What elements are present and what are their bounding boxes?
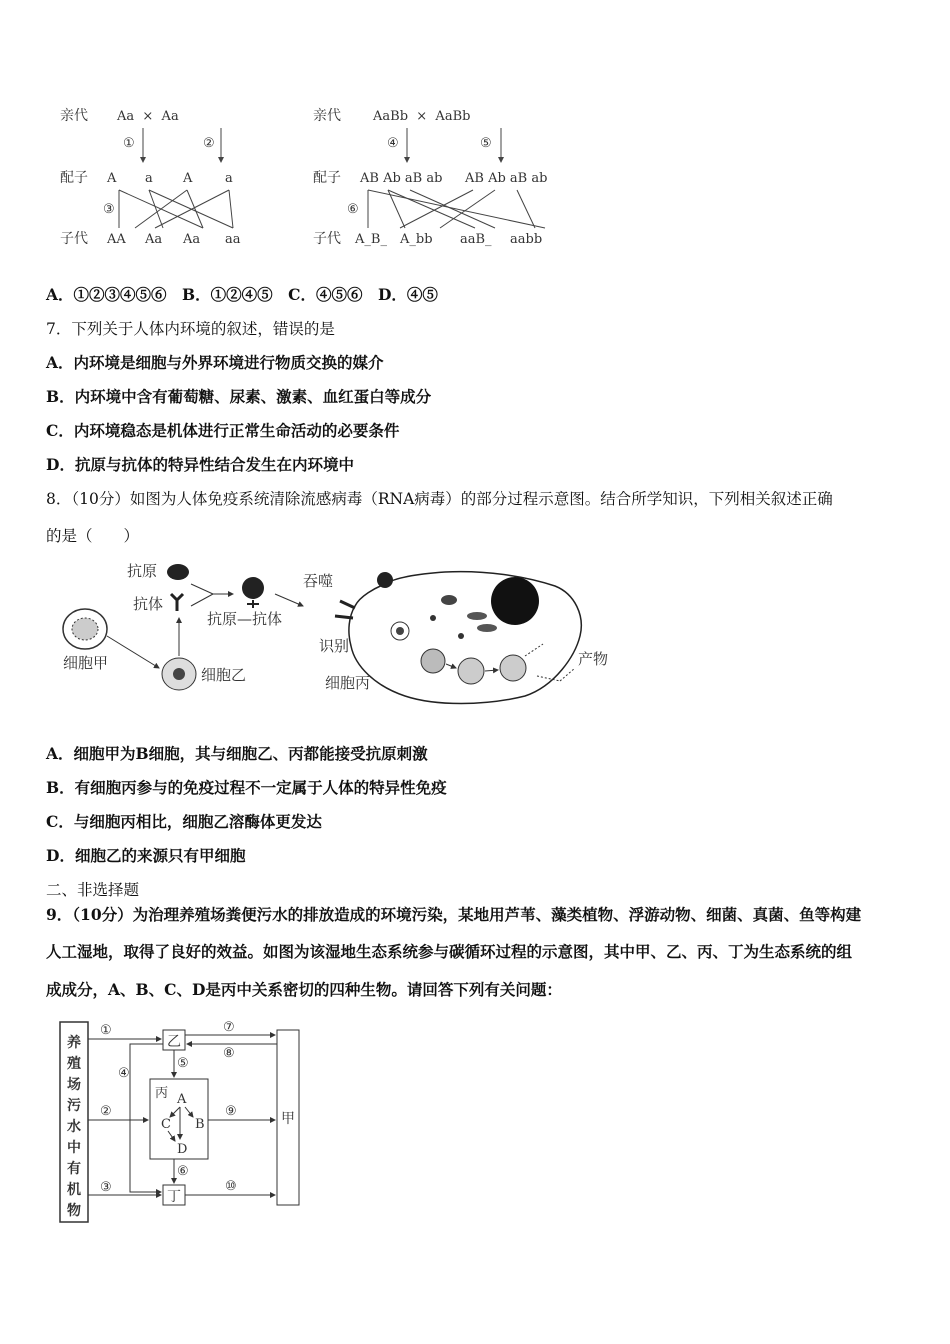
step-6-label: ⑥	[347, 202, 359, 217]
immune-process-figure	[55, 556, 615, 716]
arrow-num: ⑦	[223, 1020, 235, 1035]
gametes-right-parent1: AB Ab aB ab	[360, 171, 443, 186]
q7-option-d: D．抗原与抗体的特异性结合发生在内环境中	[46, 455, 354, 474]
source-char: 物	[67, 1203, 81, 1219]
gametes-right-parent2: AB Ab aB ab	[465, 171, 548, 186]
offspring-r3: aaB_	[460, 232, 492, 247]
q8-option-d: D．细胞乙的来源只有甲细胞	[46, 846, 246, 865]
label-cell-a: 细胞甲	[63, 654, 109, 672]
arrow-num: ⑨	[225, 1104, 237, 1119]
label-bing: 丙	[155, 1086, 169, 1101]
cross-lines-left	[119, 190, 233, 228]
q8-option-a: A．细胞甲为B细胞，其与细胞乙、丙都能接受抗原刺激	[46, 744, 428, 763]
nucleus-shape	[491, 577, 539, 625]
arrow-num: ⑤	[177, 1056, 189, 1071]
step-2-label: ②	[203, 136, 215, 151]
q9-stem-line2: 人工湿地，取得了良好的效益。如图为该湿地生态系统参与碳循环过程的示意图，其中甲、乙、丙、丁为生态系统的组	[46, 942, 853, 961]
q8-stem-line2: 的是（ ）	[46, 527, 140, 545]
q7-option-b: B．内环境中含有葡萄糖、尿素、激素、血红蛋白等成分	[46, 387, 432, 406]
step-1-label: ①	[123, 136, 135, 151]
q8-option-b: B．有细胞丙参与的免疫过程不一定属于人体的特异性免疫	[46, 778, 447, 797]
step-5-label: ⑤	[480, 136, 492, 151]
gamete-2: a	[145, 171, 153, 186]
label-yi: 乙	[167, 1034, 181, 1050]
source-char: 有	[67, 1161, 81, 1177]
carbon-cycle-figure	[55, 1017, 315, 1232]
label-engulf: 吞噬	[303, 572, 334, 590]
source-char: 污	[67, 1098, 81, 1114]
arrow-num: ⑩	[225, 1179, 237, 1194]
q7-option-a: A．内环境是细胞与外界环境进行物质交换的媒介	[46, 353, 384, 372]
row-label-parent: 亲代	[60, 108, 88, 124]
label-cell-b: 细胞乙	[201, 666, 247, 684]
arrow-num: ①	[100, 1023, 112, 1038]
step-3-label: ③	[103, 202, 115, 217]
label-antigen: 抗原	[127, 562, 158, 580]
org-a: A	[177, 1092, 187, 1107]
label-antibody: 抗体	[133, 595, 164, 613]
source-char: 殖	[67, 1056, 81, 1072]
q8-stem-line1: 8．（10分）如图为人体免疫系统清除流感病毒（RNA病毒）的部分过程示意图。结合所学知识，下列相关叙述正确	[46, 490, 833, 508]
offspring-r4: aabb	[510, 232, 543, 247]
arrow-num: ⑧	[223, 1046, 235, 1061]
label-ding: 丁	[167, 1189, 181, 1205]
offspring-2: Aa	[145, 232, 163, 247]
arrow-num: ②	[100, 1104, 112, 1119]
row-label-offspring-right: 子代	[313, 231, 341, 247]
source-char: 中	[67, 1140, 81, 1156]
q9-stem-line1: 9．（10分）为治理养殖场粪便污水的排放造成的环境污染，某地用芦苇、藻类植物、浮游动物、细菌、真菌、鱼等构建	[46, 905, 862, 924]
q7-option-c: C．内环境稳态是机体进行正常生命活动的必要条件	[46, 421, 400, 440]
arrow-num: ④	[118, 1066, 130, 1081]
offspring-3: Aa	[183, 232, 201, 247]
genetics-cross-figure	[55, 100, 575, 250]
cross-lines-right	[368, 190, 545, 228]
label-cell-c: 细胞丙	[325, 674, 371, 692]
section-heading: 二、非选择题	[46, 881, 140, 899]
parent-cross-right: AaBb × AaBb	[373, 109, 471, 124]
row-label-offspring: 子代	[60, 231, 88, 247]
label-product: 产物	[578, 650, 609, 668]
step-4-label: ④	[387, 136, 399, 151]
offspring-1: AA	[107, 232, 126, 247]
arrow-num: ⑥	[177, 1164, 189, 1179]
antigen-shape	[167, 564, 189, 580]
source-char: 养	[67, 1035, 81, 1051]
org-b: B	[195, 1117, 205, 1132]
cell-c-shape	[349, 572, 581, 704]
q8-option-c: C．与细胞丙相比，细胞乙溶酶体更发达	[46, 812, 322, 831]
arrow-num: ③	[100, 1180, 112, 1195]
q7-stem: 7．下列关于人体内环境的叙述，错误的是	[46, 320, 335, 338]
label-complex: 抗原—抗体	[207, 610, 283, 628]
antibody-shape	[171, 594, 183, 611]
offspring-r1: A_B_	[355, 232, 387, 247]
source-char: 机	[67, 1182, 81, 1198]
row-label-gamete-right: 配子	[313, 170, 341, 186]
gamete-3: A	[183, 171, 193, 186]
row-label-gamete: 配子	[60, 170, 88, 186]
gamete-1: A	[107, 171, 117, 186]
offspring-r2: A_bb	[400, 232, 433, 247]
org-d: D	[177, 1142, 188, 1157]
gamete-4: a	[225, 171, 233, 186]
complex-shape	[242, 577, 264, 599]
parent-cross-left: Aa × Aa	[117, 109, 179, 124]
q9-stem-line3: 成成分，A、B、C、D是丙中关系密切的四种生物。请回答下列有关问题：	[46, 980, 562, 999]
source-char: 场	[67, 1077, 81, 1093]
label-jia: 甲	[281, 1111, 295, 1127]
label-recognize: 识别	[319, 637, 350, 655]
q6-options: A．①②③④⑤⑥ B．①②④⑤ C．④⑤⑥ D．④⑤	[46, 285, 438, 304]
source-char: 水	[67, 1119, 81, 1135]
offspring-4: aa	[225, 232, 241, 247]
org-c: C	[161, 1117, 171, 1132]
row-label-parent-right: 亲代	[313, 108, 341, 124]
